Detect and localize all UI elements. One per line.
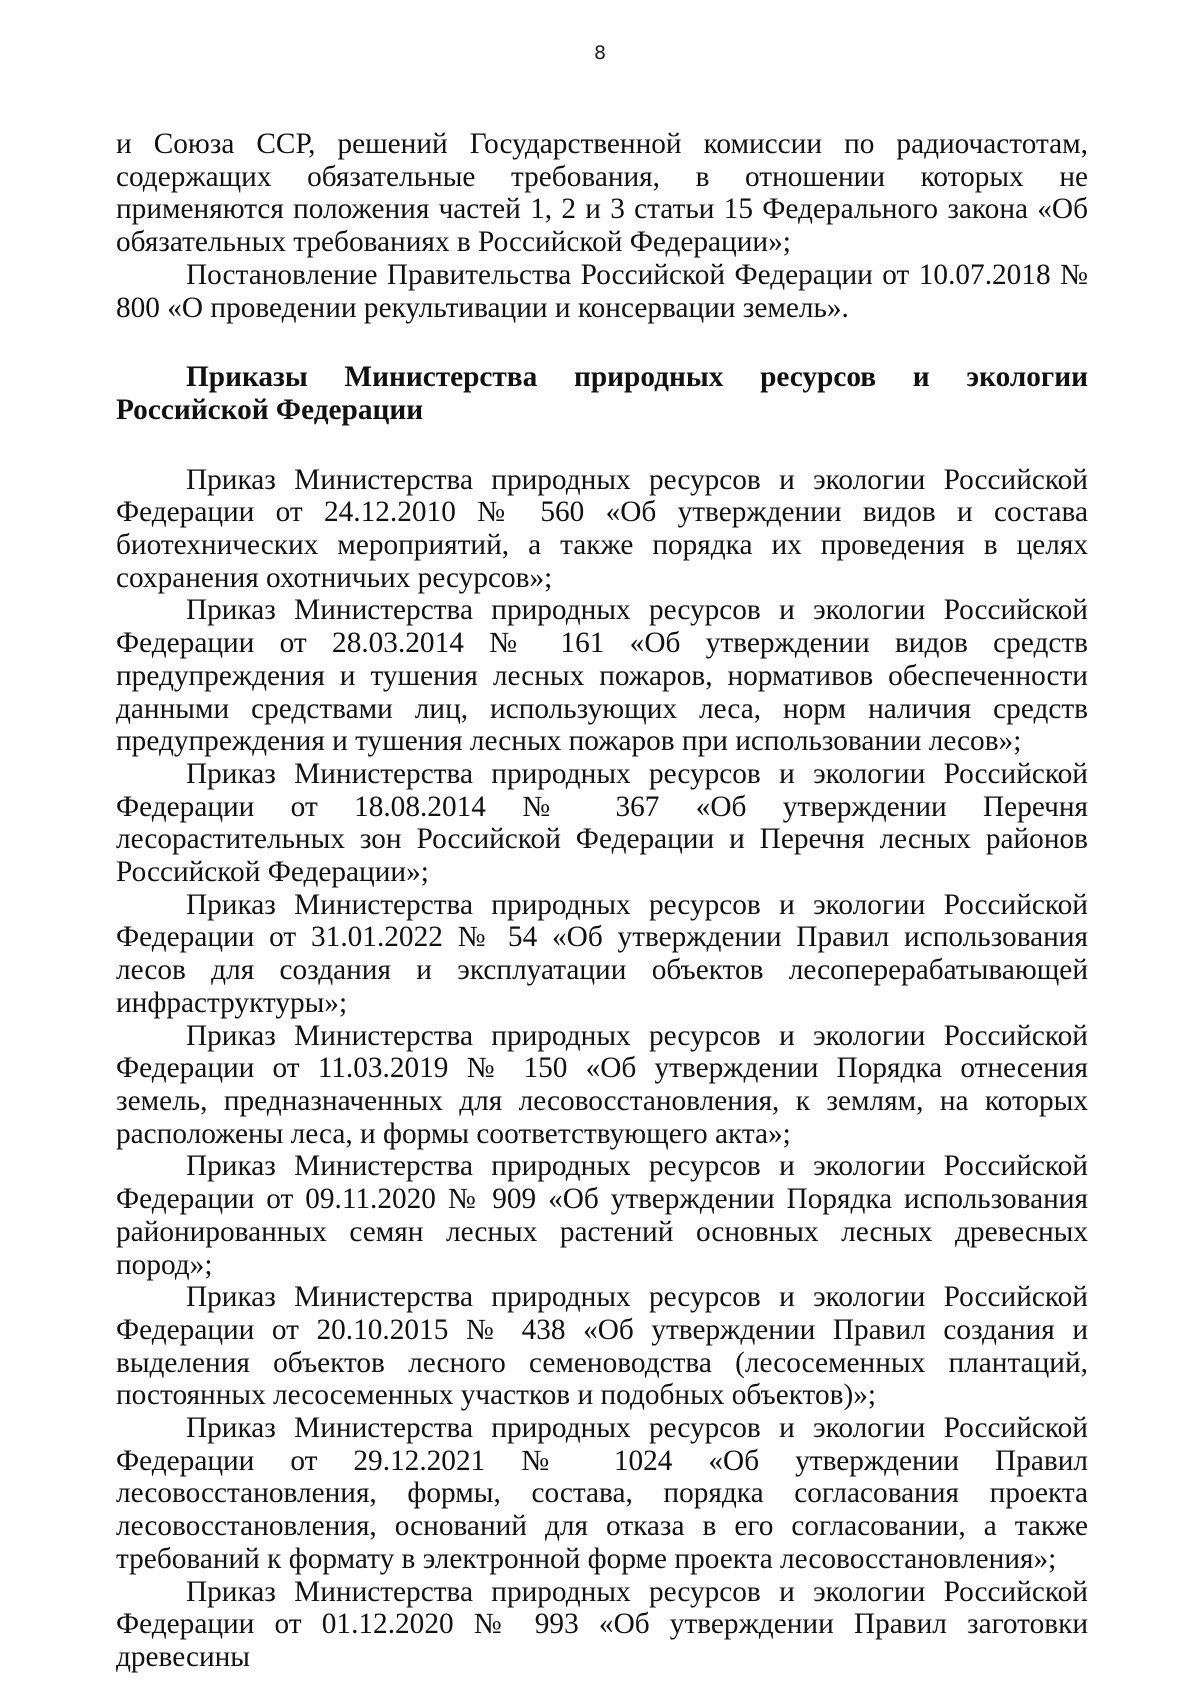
order-item: Приказ Министерства природных ресурсов и экологии Российской Федерации от 24.12.2010 № 560 «Об утверждении видов и состава биотехнических мероприятий, а также порядка их проведения в целях сохранения охотничьих ресурсов»;	[116, 463, 1088, 594]
order-item: Приказ Министерства природных ресурсов и экологии Российской Федерации от 28.03.2014 № 161 «Об утверждении видов средств предупреждения и тушения лесных пожаров, нормативов обеспеченности данными средствами лиц, использующих леса, норм наличия средств предупреждения и тушения лесных пожаров при использовании лесов»;	[116, 594, 1088, 758]
order-item: Приказ Министерства природных ресурсов и экологии Российской Федерации от 31.01.2022 № 54 «Об утверждении Правил использования лесов для создания и эксплуатации объектов лесоперерабатывающей инфраструктуры»;	[116, 888, 1088, 1019]
intro-paragraph-decree: Постановление Правительства Российской Федерации от 10.07.2018 № 800 «О проведении рекультивации и консервации земель».	[116, 258, 1088, 324]
order-item: Приказ Министерства природных ресурсов и экологии Российской Федерации от 20.10.2015 № 438 «Об утверждении Правил создания и выделения объектов лесного семеноводства (лесосеменных плантаций, постоянных лесосеменных участков и подобных объектов)»;	[116, 1281, 1088, 1412]
order-item: Приказ Министерства природных ресурсов и экологии Российской Федерации от 18.08.2014 № 367 «Об утверждении Перечня лесорастительных зон Российской Федерации и Перечня лесных районов Российской Федерации»;	[116, 757, 1088, 889]
section-heading: Приказы Министерства природных ресурсов и экологии Российской Федерации	[116, 361, 1088, 426]
order-item: Приказ Министерства природных ресурсов и экологии Российской Федерации от 01.12.2020 № 993 «Об утверждении Правил заготовки древесины	[116, 1575, 1088, 1673]
intro-paragraph-continuation: и Союза ССР, решений Государственной комиссии по радиочастотам, содержащих обязательные требования, в отношении которых не применяются положения частей 1, 2 и 3 статьи 15 Федерального закона «Об обязательных требованиях в Российской Федерации»;	[116, 128, 1088, 259]
order-item: Приказ Министерства природных ресурсов и экологии Российской Федерации от 11.03.2019 № 150 «Об утверждении Порядка отнесения земель, предназначенных для лесовосстановления, к землям, на которых расположены леса, и формы соответствующего акта»;	[116, 1019, 1088, 1150]
order-item: Приказ Министерства природных ресурсов и экологии Российской Федерации от 09.11.2020 № 909 «Об утверждении Порядка использования районированных семян лесных растений основных лесных древесных пород»;	[116, 1150, 1088, 1281]
document-body	[116, 128, 1088, 1674]
order-item: Приказ Министерства природных ресурсов и экологии Российской Федерации от 29.12.2021 № 1024 «Об утверждении Правил лесовосстановления, формы, состава, порядка согласования проекта лесовосстановления, оснований для отказа в его согласовании, а также требований к формату в электронной форме проекта лесовосстановления»;	[116, 1412, 1088, 1575]
page-number: 8	[593, 42, 607, 64]
